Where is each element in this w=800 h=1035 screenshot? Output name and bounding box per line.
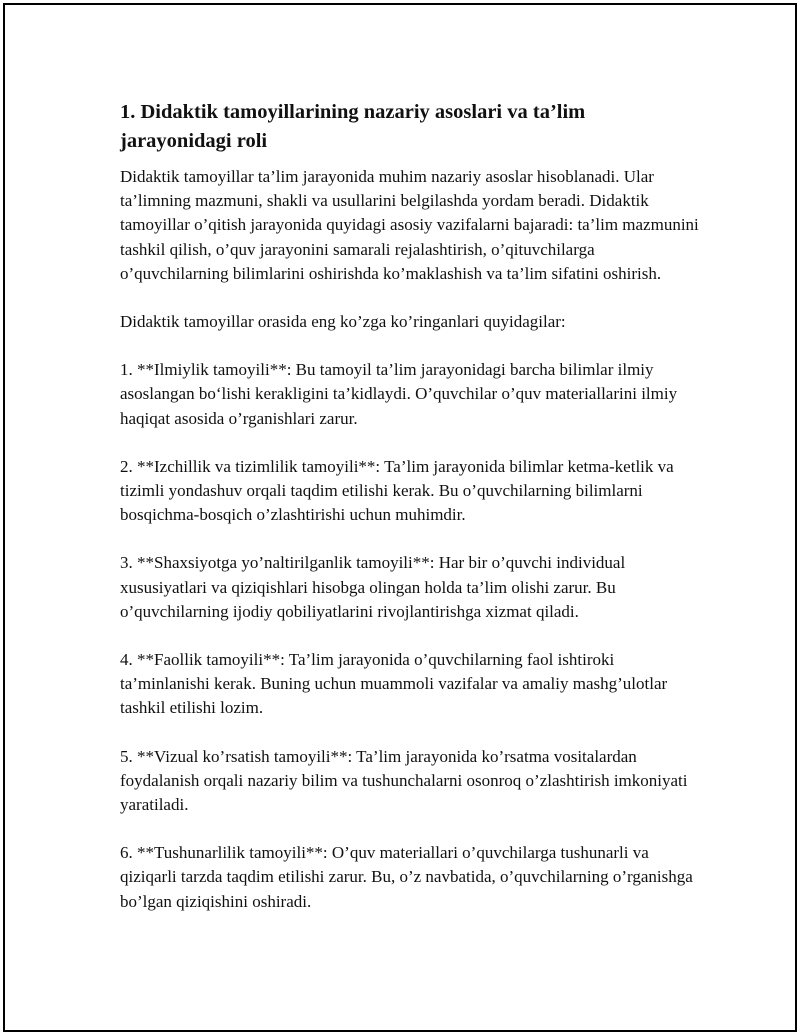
principle-item: 6. **Tushunarlilik tamoyili**: O’quv materiallari o’quvchilarga tushunarli va qiziqarli tarzda taqdim etilishi zarur. Bu, o’z navbatida, o’quvchilarning o’rganishga bo’lgan qiziqishini oshiradi. xyxy=(120,843,693,911)
principle-item: 2. **Izchillik va tizimlilik tamoyili**: Ta’lim jarayonida bilimlar ketma-ketlik va tizimli yondashuv orqali taqdim etilishi kerak. Bu o’quvchilarning bilimlarni bosqichma-bosqich o’zlashtirishi uchun muhimdir. xyxy=(120,456,674,525)
principle-item: 5. **Vizual ko’rsatish tamoyili**: Ta’lim jarayonida ko’rsatma vositalardan foydalanish orqali nazariy bilim va tushunchalarni osonroq o’zlashtirish imkoniyati yaratiladi. xyxy=(120,746,688,815)
document-body xyxy=(120,98,700,938)
principle-item: 4. **Faollik tamoyili**: Ta’lim jarayonida o’quvchilarning faol ishtiroki ta’minlanishi kerak. Buning uchun muammoli vazifalar va amaliy mashg’ulotlar tashkil etilishi lozim. xyxy=(120,650,668,718)
section-heading: 1. Didaktik tamoyillarining nazariy asoslari va ta’lim jarayonidagi roli xyxy=(120,101,586,152)
intro-paragraph: Didaktik tamoyillar ta’lim jarayonida muhim nazariy asoslar hisoblanadi. Ular ta’limning mazmuni, shakli va usullarini belgilashda yordam beradi. Didaktik tamoyillar o’qitish jarayonida quyidagi asosiy vazifalarni bajaradi: ta’lim mazmunini tashkil qilish, o’quv jarayonini samarali rejalashtirish, o’qituvchilarga o’quvchilarning bilimlarini oshirishda ko’maklashish va ta’lim sifatini oshirish. xyxy=(120,167,699,283)
lead-paragraph: Didaktik tamoyillar orasida eng ko’zga ko’ringanlari quyidagilar: xyxy=(120,312,566,332)
principle-item: 3. **Shaxsiyotga yo’naltirilganlik tamoyili**: Har bir o’quvchi individual xususiyatlari va qiziqishlari hisobga olingan holda ta’lim olishi zarur. Bu o’quvchilarning ijodiy qobiliyatlarini rivojlantirishga xizmat qiladi. xyxy=(120,553,626,621)
principle-item: 1. **Ilmiylik tamoyili**: Bu tamoyil ta’lim jarayonidagi barcha bilimlar ilmiy asoslangan bo‘lishi kerakligini ta’kidlaydi. O’quvchilar o’quv materiallarini ilmiy haqiqat asosida o’rganishlari zarur. xyxy=(120,360,678,428)
document-page xyxy=(3,3,797,1032)
